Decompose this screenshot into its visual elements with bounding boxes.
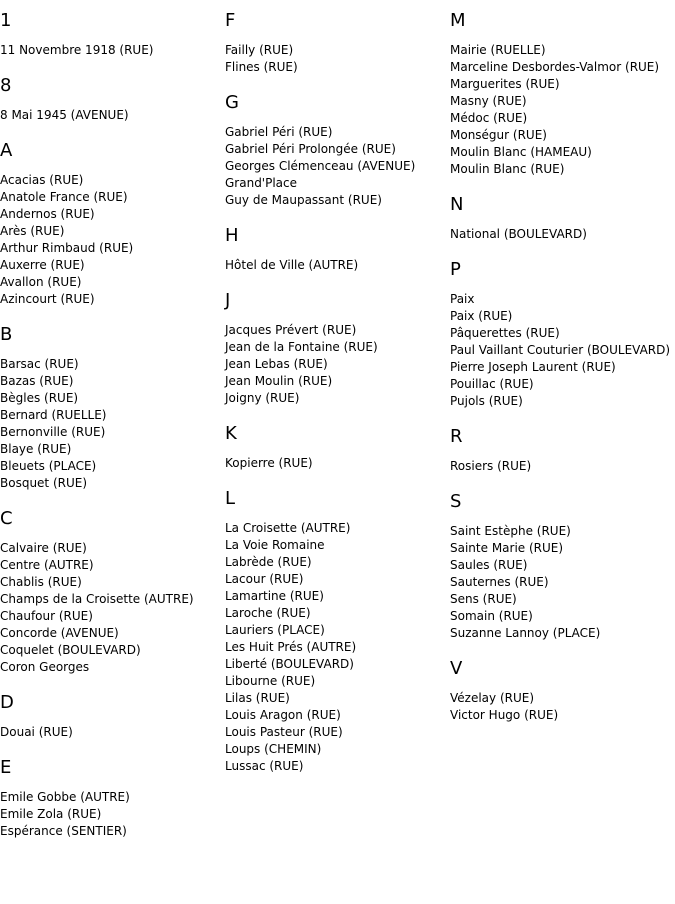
letter-group — [450, 10, 674, 178]
street-entry: Bègles (RUE) — [0, 391, 79, 405]
letter-group — [450, 194, 674, 243]
letter-heading: V — [450, 658, 463, 679]
street-list — [225, 42, 449, 76]
street-entry: Centre (AUTRE) — [0, 558, 94, 572]
street-entry: Jean Lebas (RUE) — [225, 357, 328, 371]
street-entry: Libourne (RUE) — [225, 674, 316, 688]
street-entry: Mairie (RUELLE) — [450, 43, 546, 57]
letter-heading: D — [0, 692, 14, 713]
letter-heading: K — [225, 423, 237, 444]
letter-heading: S — [450, 491, 462, 512]
street-entry: Jean de la Fontaine (RUE) — [225, 340, 378, 354]
letter-group — [225, 423, 449, 472]
letter-heading: A — [0, 140, 13, 161]
street-entry: Saint Estèphe (RUE) — [450, 524, 571, 538]
street-entry: Barsac (RUE) — [0, 357, 79, 371]
street-entry: Paix (RUE) — [450, 309, 513, 323]
street-entry: Médoc (RUE) — [450, 111, 528, 125]
street-index-column-2 — [225, 0, 449, 775]
street-entry: Labrède (RUE) — [225, 555, 312, 569]
street-entry: Auxerre (RUE) — [0, 258, 85, 272]
street-entry: Pierre Joseph Laurent (RUE) — [450, 360, 616, 374]
street-entry: Acacias (RUE) — [0, 173, 84, 187]
letter-group — [0, 324, 224, 492]
street-entry: Bernard (RUELLE) — [0, 408, 107, 422]
letter-heading: L — [225, 488, 236, 509]
letter-heading: E — [0, 757, 12, 778]
street-list — [225, 124, 449, 209]
letter-group — [0, 75, 224, 124]
letter-heading: F — [225, 10, 236, 31]
street-entry: Emile Zola (RUE) — [0, 807, 102, 821]
street-entry: Somain (RUE) — [450, 609, 533, 623]
street-entry: Liberté (BOULEVARD) — [225, 657, 354, 671]
street-entry: La Croisette (AUTRE) — [225, 521, 351, 535]
street-entry: Lilas (RUE) — [225, 691, 290, 705]
street-entry: Andernos (RUE) — [0, 207, 95, 221]
street-entry: Louis Aragon (RUE) — [225, 708, 341, 722]
street-entry: Coron Georges — [0, 660, 90, 674]
street-index-column-1 — [0, 0, 224, 840]
street-list — [450, 458, 674, 475]
street-entry: Bosquet (RUE) — [0, 476, 88, 490]
letter-heading: R — [450, 426, 463, 447]
letter-group — [225, 488, 449, 775]
street-entry: Jacques Prévert (RUE) — [225, 323, 357, 337]
street-entry: Azincourt (RUE) — [0, 292, 95, 306]
street-entry: 11 Novembre 1918 (RUE) — [0, 43, 154, 57]
letter-group — [450, 426, 674, 475]
street-entry: Lacour (RUE) — [225, 572, 304, 586]
street-entry: Kopierre (RUE) — [225, 456, 313, 470]
street-entry: Chablis (RUE) — [0, 575, 82, 589]
street-entry: Gabriel Péri Prolongée (RUE) — [225, 142, 396, 156]
street-entry: Les Huit Prés (AUTRE) — [225, 640, 357, 654]
letter-heading: N — [450, 194, 464, 215]
street-entry: Espérance (SENTIER) — [0, 824, 127, 838]
letter-heading: M — [450, 10, 466, 31]
street-entry: Pujols (RUE) — [450, 394, 523, 408]
street-list — [450, 523, 674, 642]
street-entry: Coquelet (BOULEVARD) — [0, 643, 141, 657]
letter-heading: P — [450, 259, 461, 280]
street-list — [450, 42, 674, 178]
street-entry: Bazas (RUE) — [0, 374, 74, 388]
street-entry: Arthur Rimbaud (RUE) — [0, 241, 134, 255]
street-entry: Guy de Maupassant (RUE) — [225, 193, 382, 207]
street-list — [0, 42, 224, 59]
letter-group — [225, 225, 449, 274]
street-list — [225, 455, 449, 472]
street-list — [225, 322, 449, 407]
street-entry: Bleuets (PLACE) — [0, 459, 97, 473]
letter-group — [450, 259, 674, 410]
street-entry: Anatole France (RUE) — [0, 190, 128, 204]
street-entry: Paul Vaillant Couturier (BOULEVARD) — [450, 343, 671, 357]
street-entry: 8 Mai 1945 (AVENUE) — [0, 108, 129, 122]
street-entry: Marceline Desbordes-Valmor (RUE) — [450, 60, 660, 74]
street-list — [0, 540, 224, 676]
street-entry: Paix — [450, 292, 475, 306]
street-entry: Masny (RUE) — [450, 94, 527, 108]
street-entry: Jean Moulin (RUE) — [225, 374, 333, 388]
street-entry: Lussac (RUE) — [225, 759, 304, 773]
street-entry: Marguerites (RUE) — [450, 77, 560, 91]
street-entry: Georges Clémenceau (AVENUE) — [225, 159, 416, 173]
letter-heading: 8 — [0, 75, 12, 96]
street-entry: Louis Pasteur (RUE) — [225, 725, 343, 739]
street-list — [225, 257, 449, 274]
letter-group — [225, 10, 449, 76]
letter-group — [0, 757, 224, 840]
street-entry: Grand'Place — [225, 176, 298, 190]
street-index-column-3 — [450, 0, 674, 724]
letter-group — [0, 10, 224, 59]
street-entry: Pâquerettes (RUE) — [450, 326, 560, 340]
street-entry: Concorde (AVENUE) — [0, 626, 119, 640]
street-entry: Arès (RUE) — [0, 224, 65, 238]
street-entry: Loups (CHEMIN) — [225, 742, 322, 756]
street-entry: Blaye (RUE) — [0, 442, 72, 456]
street-entry: Saules (RUE) — [450, 558, 528, 572]
street-list — [0, 356, 224, 492]
street-entry: Emile Gobbe (AUTRE) — [0, 790, 130, 804]
street-entry: La Voie Romaine — [225, 538, 325, 552]
street-entry: Monségur (RUE) — [450, 128, 547, 142]
street-entry: Gabriel Péri (RUE) — [225, 125, 333, 139]
street-list — [225, 520, 449, 775]
street-list — [450, 690, 674, 724]
street-entry: Victor Hugo (RUE) — [450, 708, 559, 722]
street-list — [0, 172, 224, 308]
street-entry: Joigny (RUE) — [225, 391, 300, 405]
street-list — [450, 226, 674, 243]
letter-heading: J — [225, 290, 231, 311]
letter-group — [450, 491, 674, 642]
letter-heading: B — [0, 324, 13, 345]
letter-heading: C — [0, 508, 13, 529]
letter-group — [450, 658, 674, 724]
street-list — [0, 789, 224, 840]
street-entry: National (BOULEVARD) — [450, 227, 587, 241]
street-entry: Failly (RUE) — [225, 43, 294, 57]
letter-heading: H — [225, 225, 239, 246]
street-entry: Lauriers (PLACE) — [225, 623, 325, 637]
letter-group — [0, 692, 224, 741]
letter-group — [225, 92, 449, 209]
street-entry: Sainte Marie (RUE) — [450, 541, 564, 555]
street-entry: Flines (RUE) — [225, 60, 298, 74]
street-list — [450, 291, 674, 410]
street-entry: Calvaire (RUE) — [0, 541, 87, 555]
street-entry: Lamartine (RUE) — [225, 589, 324, 603]
letter-group — [0, 140, 224, 308]
street-entry: Pouillac (RUE) — [450, 377, 534, 391]
street-entry: Suzanne Lannoy (PLACE) — [450, 626, 601, 640]
street-entry: Laroche (RUE) — [225, 606, 311, 620]
street-entry: Bernonville (RUE) — [0, 425, 106, 439]
street-entry: Sens (RUE) — [450, 592, 517, 606]
street-list — [0, 724, 224, 741]
street-entry: Sauternes (RUE) — [450, 575, 549, 589]
letter-group — [225, 290, 449, 407]
street-entry: Douai (RUE) — [0, 725, 73, 739]
street-entry: Rosiers (RUE) — [450, 459, 532, 473]
street-entry: Moulin Blanc (RUE) — [450, 162, 565, 176]
street-list — [0, 107, 224, 124]
street-entry: Chaufour (RUE) — [0, 609, 93, 623]
street-entry: Avallon (RUE) — [0, 275, 82, 289]
letter-heading: G — [225, 92, 239, 113]
street-entry: Vézelay (RUE) — [450, 691, 535, 705]
street-entry: Moulin Blanc (HAMEAU) — [450, 145, 592, 159]
street-entry: Champs de la Croisette (AUTRE) — [0, 592, 194, 606]
letter-heading: 1 — [0, 10, 12, 31]
street-entry: Hôtel de Ville (AUTRE) — [225, 258, 359, 272]
letter-group — [0, 508, 224, 676]
